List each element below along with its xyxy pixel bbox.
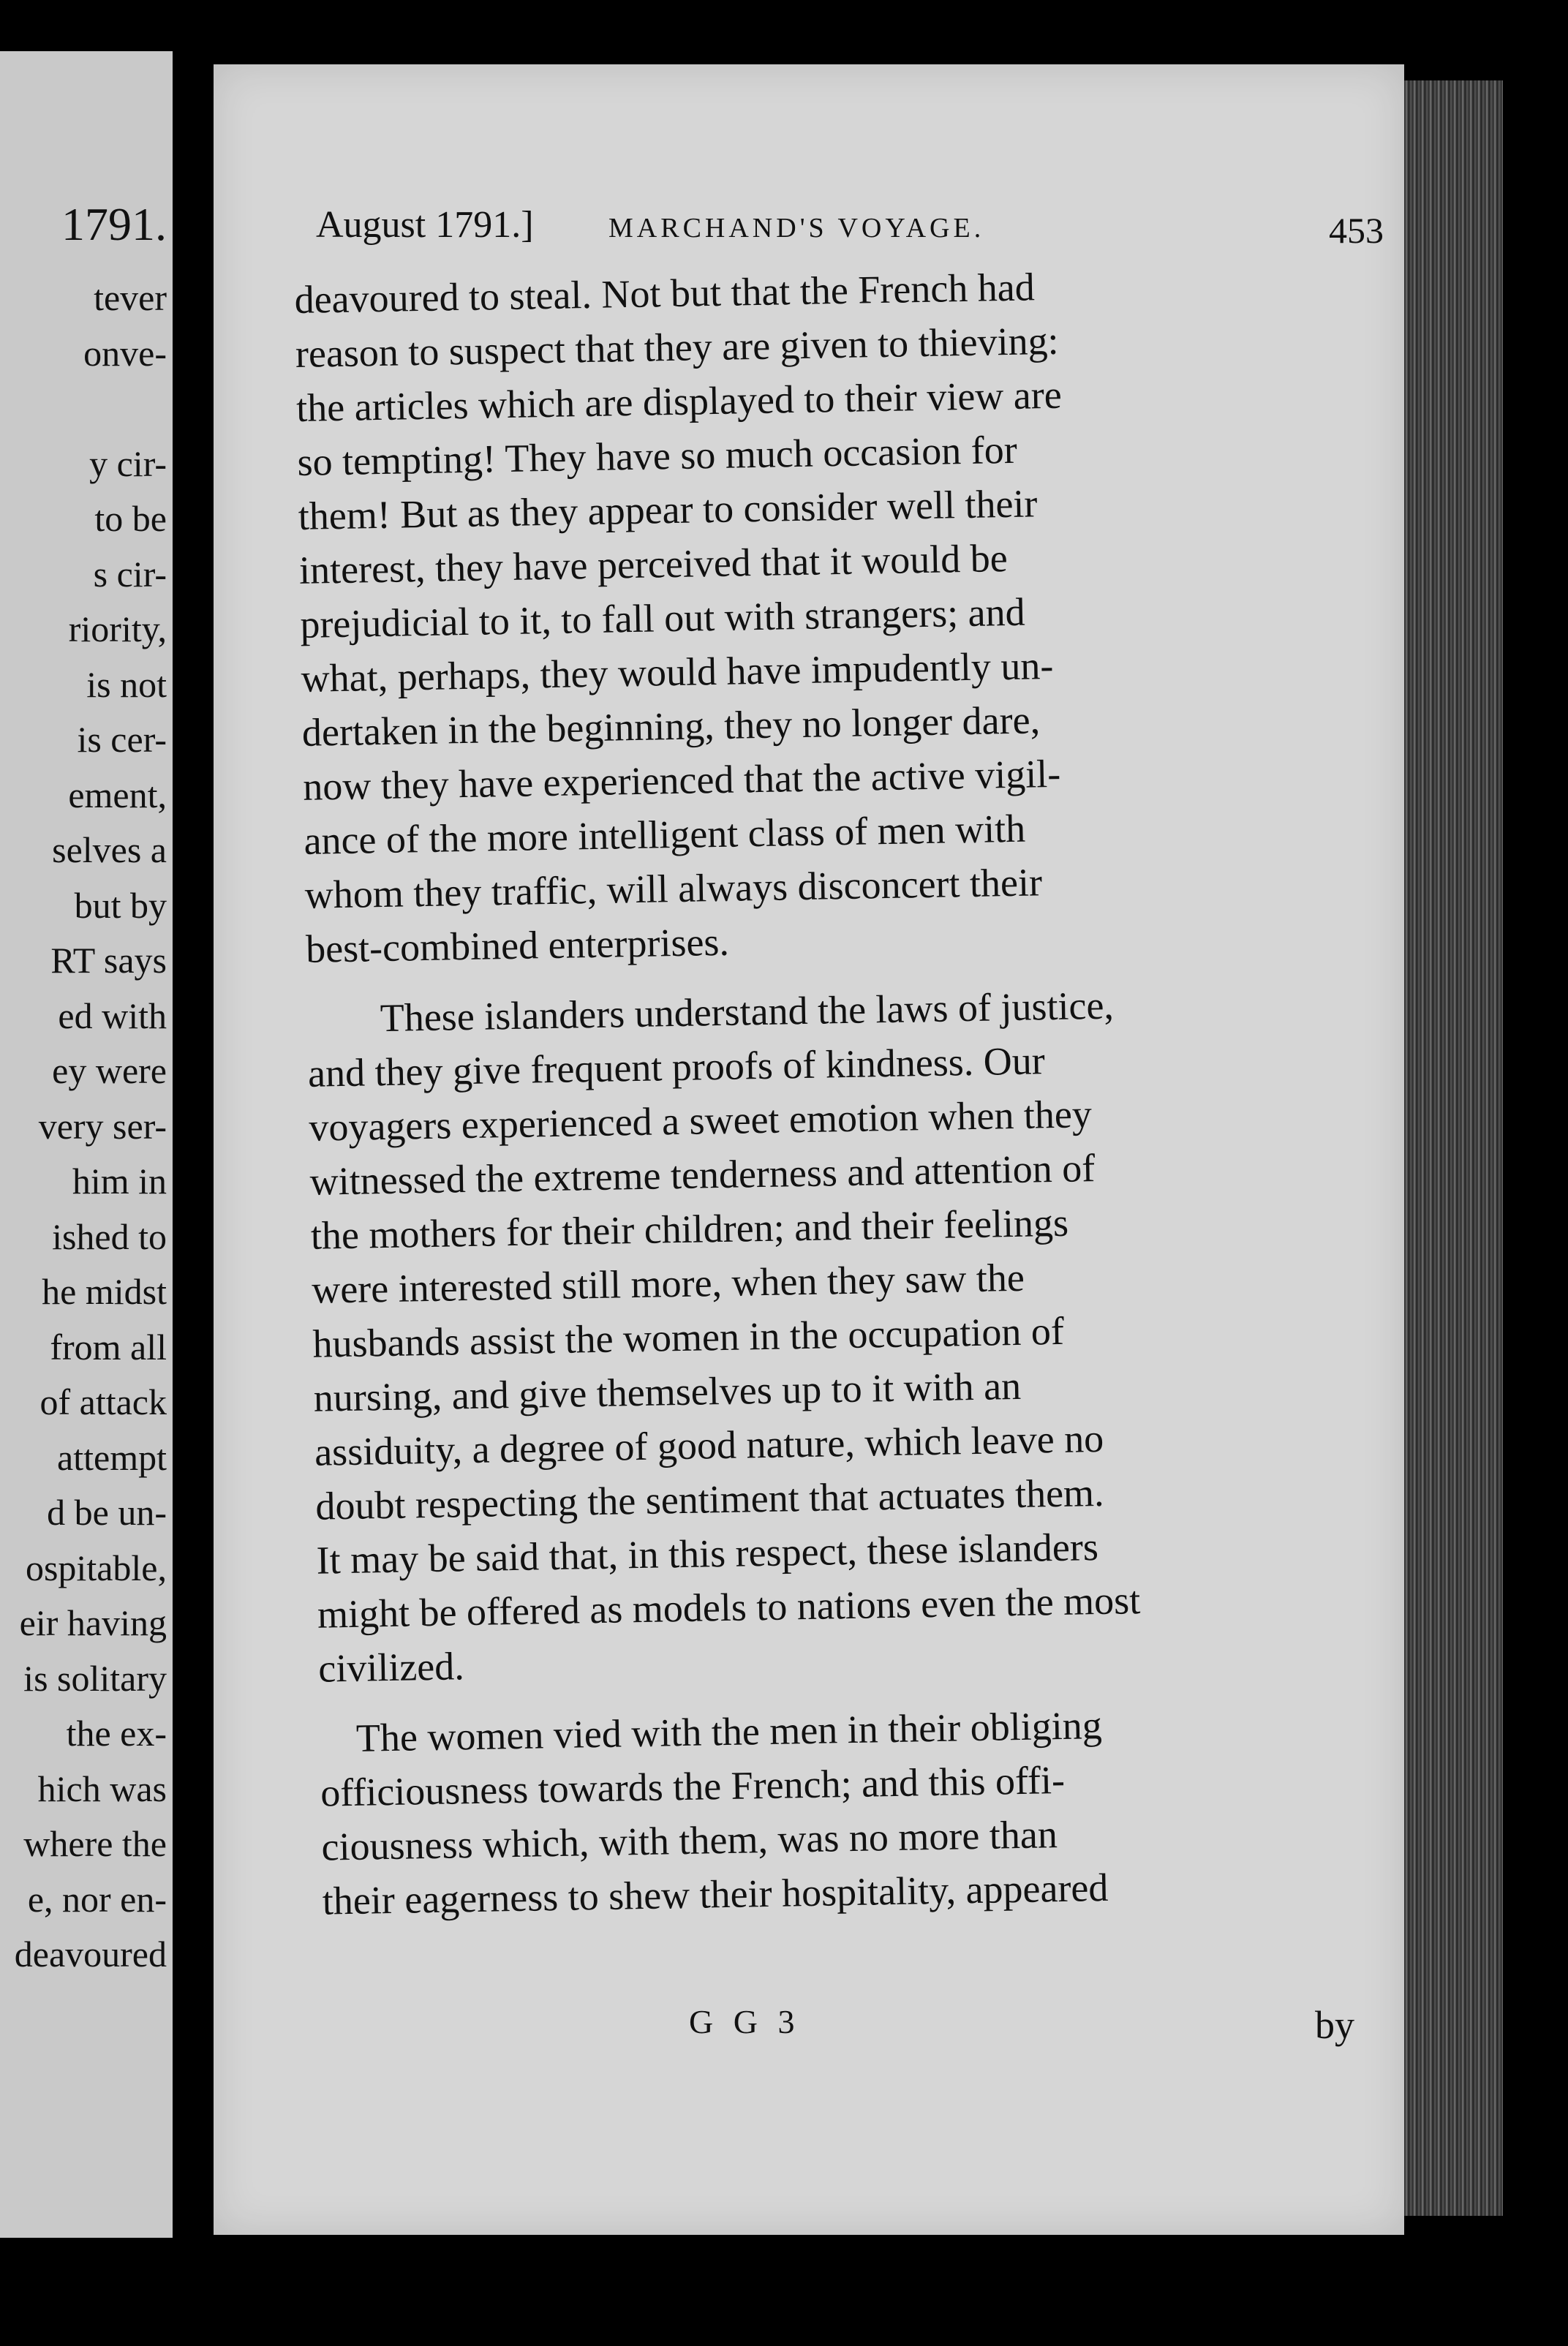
facing-page-line: onve- (83, 332, 167, 374)
text-line: were interested still more, when they saw the (311, 1255, 1025, 1312)
paragraph (319, 1693, 1405, 1928)
facing-page-line: eir having (19, 1602, 167, 1643)
text-line: prejudicial to it, to fall out with strangers; and (299, 589, 1026, 646)
facing-page-line: riority, (68, 608, 167, 649)
paragraph (306, 973, 1401, 1696)
facing-page-text (0, 271, 167, 1983)
facing-page-line: deavoured (14, 1934, 167, 1975)
text-line: nursing, and give themselves up to it with an (313, 1363, 1022, 1420)
text-line: witnessed the extreme tenderness and attention of (309, 1146, 1096, 1204)
facing-page-line: ey were (52, 1050, 167, 1091)
text-line: ance of the more intelligent class of men with (304, 806, 1026, 863)
text-line: the articles which are displayed to their view are (295, 372, 1063, 430)
page-header (316, 203, 1384, 262)
header-date: August 1791.] (316, 204, 534, 246)
facing-page-line: selves a (52, 829, 167, 870)
text-line: reason to suspect that they are given to thieving: (295, 318, 1060, 376)
paragraph (294, 254, 1389, 976)
facing-page-line: is cer- (77, 719, 167, 760)
facing-page-line: y cir- (89, 442, 167, 484)
text-line: deavoured to steal. Not but that the French had (294, 265, 1036, 322)
text-line: now they have experienced that the active vigil- (302, 751, 1061, 809)
page-number: 453 (1329, 210, 1384, 251)
text-line: civilized. (317, 1644, 465, 1691)
facing-page-line: ospitable, (25, 1547, 167, 1588)
facing-page-line: ed with (58, 995, 167, 1036)
facing-page-line: to be (94, 498, 167, 539)
text-line: ciousness which, with them, was no more than (321, 1812, 1058, 1869)
facing-page-line: s cir- (93, 553, 167, 595)
facing-page-line: the ex- (66, 1713, 167, 1754)
facing-page-line: of attack (39, 1381, 167, 1422)
text-line: assiduity, a degree of good nature, which leave no (314, 1416, 1104, 1474)
facing-page-line: but by (74, 884, 167, 926)
text-line: the mothers for their children; and their feelings (310, 1200, 1069, 1258)
facing-page (0, 51, 173, 2238)
text-line: doubt respecting the sentiment that actuates them. (314, 1470, 1104, 1528)
text-line: and they give frequent proofs of kindness. Our (307, 1038, 1046, 1095)
text-line: them! But as they appear to consider well their (298, 481, 1038, 538)
facing-page-line: is not (86, 663, 167, 705)
facing-page-line: he midst (42, 1271, 167, 1312)
signature-mark: G G 3 (689, 2003, 801, 2040)
text-line: interest, they have perceived that it would be (298, 536, 1009, 592)
text-line: might be offered as models to nations even the most (317, 1578, 1141, 1637)
book-page (214, 64, 1404, 2235)
facing-page-line: from all (50, 1326, 167, 1368)
text-line: voyagers experienced a sweet emotion when they (308, 1092, 1093, 1150)
running-title: MARCHAND'S VOYAGE. (608, 213, 985, 244)
text-line: best-combined enterprises. (305, 919, 730, 971)
facing-page-line: RT says (50, 940, 167, 981)
facing-page-line: attempt (57, 1436, 167, 1478)
facing-page-line: him in (72, 1161, 167, 1202)
page-body (294, 254, 1406, 1944)
text-line: so tempting! They have so much occasion for (296, 427, 1018, 484)
facing-page-line (0, 381, 167, 437)
facing-page-line: d be un- (47, 1492, 167, 1533)
facing-page-line: hich was (37, 1768, 167, 1809)
catchword: by (1315, 2003, 1354, 2047)
facing-page-line: ished to (52, 1215, 167, 1257)
text-line: These islanders understand the laws of justice, (380, 983, 1115, 1041)
text-line: dertaken in the beginning, they no longer dare, (301, 698, 1041, 755)
page-footer (301, 2002, 1354, 2061)
text-line: The women vied with the men in their obliging (355, 1703, 1103, 1760)
text-line: what, perhaps, they would have impudently un- (301, 643, 1054, 701)
facing-page-line: tever (94, 277, 167, 318)
facing-page-line: e, nor en- (27, 1878, 167, 1920)
facing-page-line: is solitary (23, 1657, 167, 1699)
text-line: It may be said that, in this respect, these islanders (316, 1525, 1099, 1583)
facing-page-line: ement, (68, 774, 167, 815)
facing-page-line: where the (23, 1823, 167, 1864)
text-line: their eagerness to shew their hospitality, appeared (322, 1865, 1109, 1923)
facing-page-line: very ser- (38, 1105, 167, 1147)
facing-page-header: 1791. (61, 198, 167, 250)
text-line: whom they traffic, will always disconcert their (304, 860, 1043, 917)
text-line: officiousness towards the French; and this offi- (320, 1757, 1066, 1815)
page-edge (1401, 80, 1503, 2216)
text-line: husbands assist the women in the occupation of (312, 1308, 1065, 1366)
